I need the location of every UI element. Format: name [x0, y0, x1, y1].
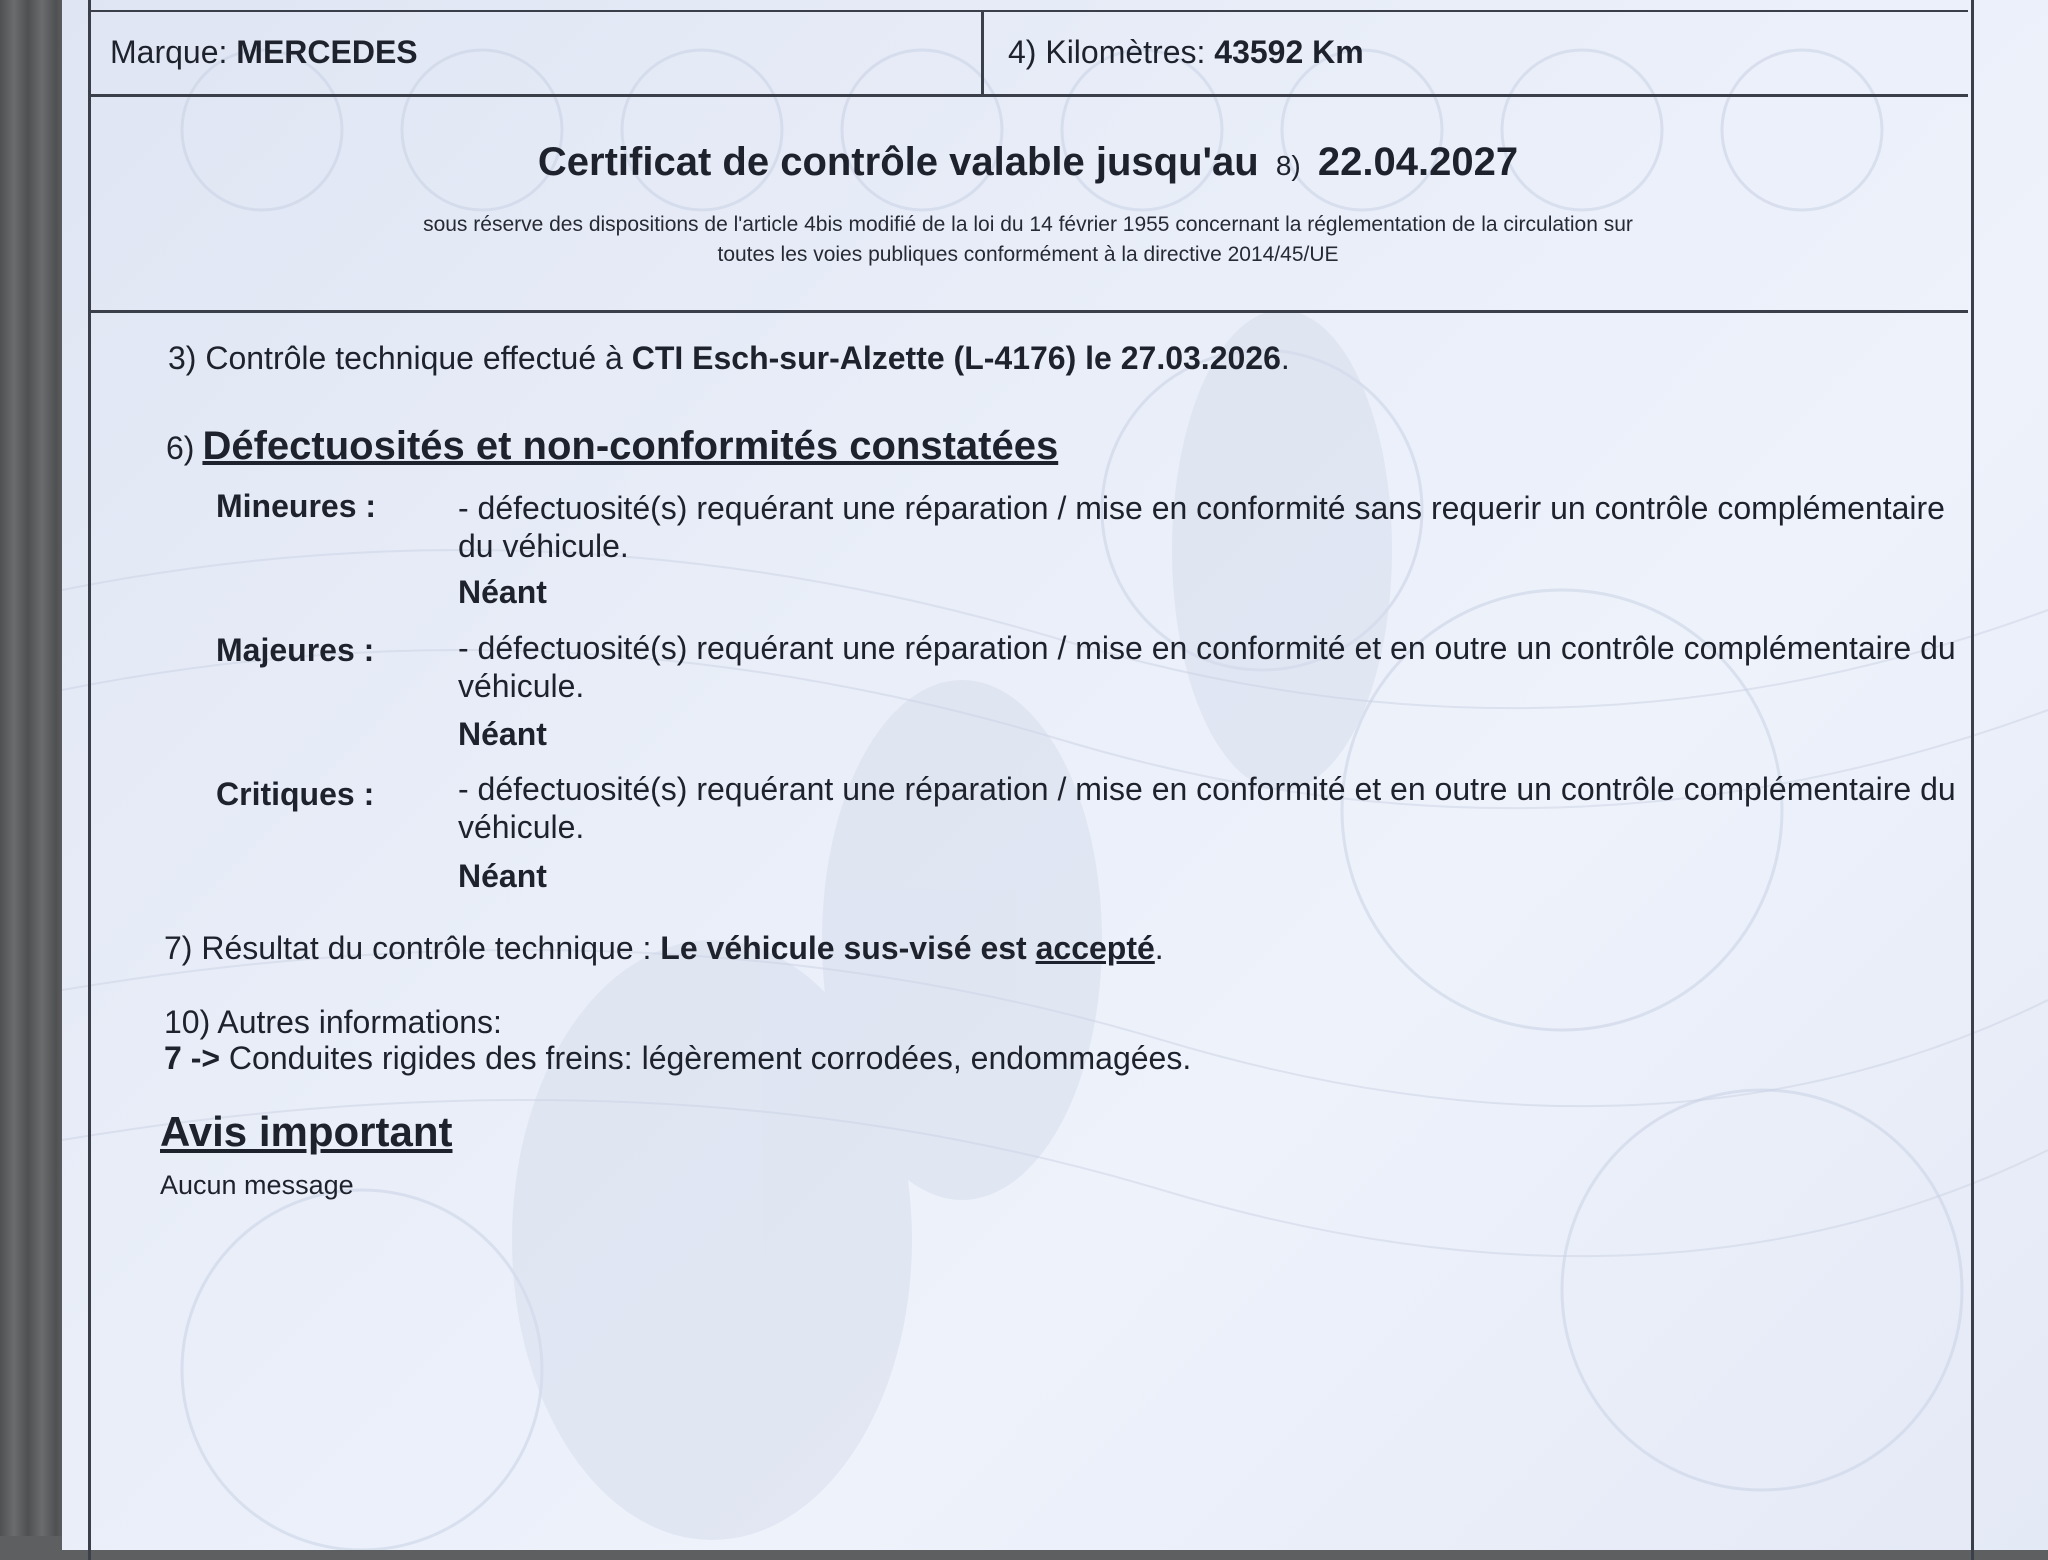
validity-ref: 8) [1275, 150, 1301, 181]
mileage-label: 4) Kilomètres: [1008, 34, 1206, 70]
defect-category-result: Néant [458, 574, 547, 610]
brand-value: MERCEDES [236, 34, 418, 70]
defect-category-label: Critiques : [216, 776, 375, 812]
notice-message: Aucun message [160, 1170, 354, 1200]
brand-label: Marque: [110, 34, 228, 70]
other-info-item [164, 1040, 1191, 1077]
defect-category-label: Mineures : [216, 488, 377, 524]
result-line [164, 930, 1164, 967]
defect-category-label: Majeures : [216, 632, 375, 668]
result-status: accepté [1035, 930, 1155, 966]
defect-category-description: - défectuosité(s) requérant une réparation / mise en conformité et en outre un contrôle complémentaire du véhicule. [458, 771, 1956, 845]
defect-category-description: - défectuosité(s) requérant une réparation / mise en conformité sans requerir un contrôle complémentaire du véhicule. [458, 490, 1945, 564]
validity-subtitle [318, 210, 1738, 270]
validity-date: 22.04.2027 [1317, 140, 1519, 184]
notice-heading: Avis important [160, 1108, 453, 1155]
inspection-prefix: 3) Contrôle technique effectué à [168, 340, 623, 376]
defects-number: 6) [166, 430, 195, 466]
validity-section [88, 92, 1968, 313]
result-suffix: . [1154, 930, 1164, 966]
defect-category-result: Néant [458, 858, 547, 894]
inspection-location-date: CTI Esch-sur-Alzette (L-4176) le 27.03.2026 [631, 340, 1281, 376]
result-prefix: 7) Résultat du contrôle technique : [164, 930, 652, 966]
validity-title-text: Certificat de contrôle valable jusqu'au [537, 140, 1259, 184]
inspection-line [168, 340, 1290, 377]
mileage-value: 43592 Km [1214, 34, 1364, 70]
other-info-text: Conduites rigides des freins: légèrement corrodées, endommagées. [228, 1040, 1192, 1076]
validity-subtitle-line-2: toutes les voies publiques conformément à la directive 2014/45/UE [717, 243, 1339, 266]
defect-category-description: - défectuosité(s) requérant une réparation / mise en conformité et en outre un contrôle complémentaire du véhicule. [458, 630, 1956, 704]
defect-category-result: Néant [458, 716, 547, 752]
defects-heading-line [166, 424, 1058, 469]
validity-subtitle-line-1: sous réserve des dispositions de l'article 4bis modifié de la loi du 14 février 1955 concernant la réglementation de la circulation sur [423, 213, 1633, 236]
other-info-heading: 10) Autres informations: [164, 1004, 502, 1040]
other-info-ref: 7 -> [164, 1040, 221, 1076]
inspection-suffix: . [1280, 340, 1290, 376]
result-statement: Le véhicule sus-visé est [660, 930, 1027, 966]
validity-title [88, 140, 1968, 185]
defects-heading: Défectuosités et non-conformités constatées [202, 424, 1059, 468]
